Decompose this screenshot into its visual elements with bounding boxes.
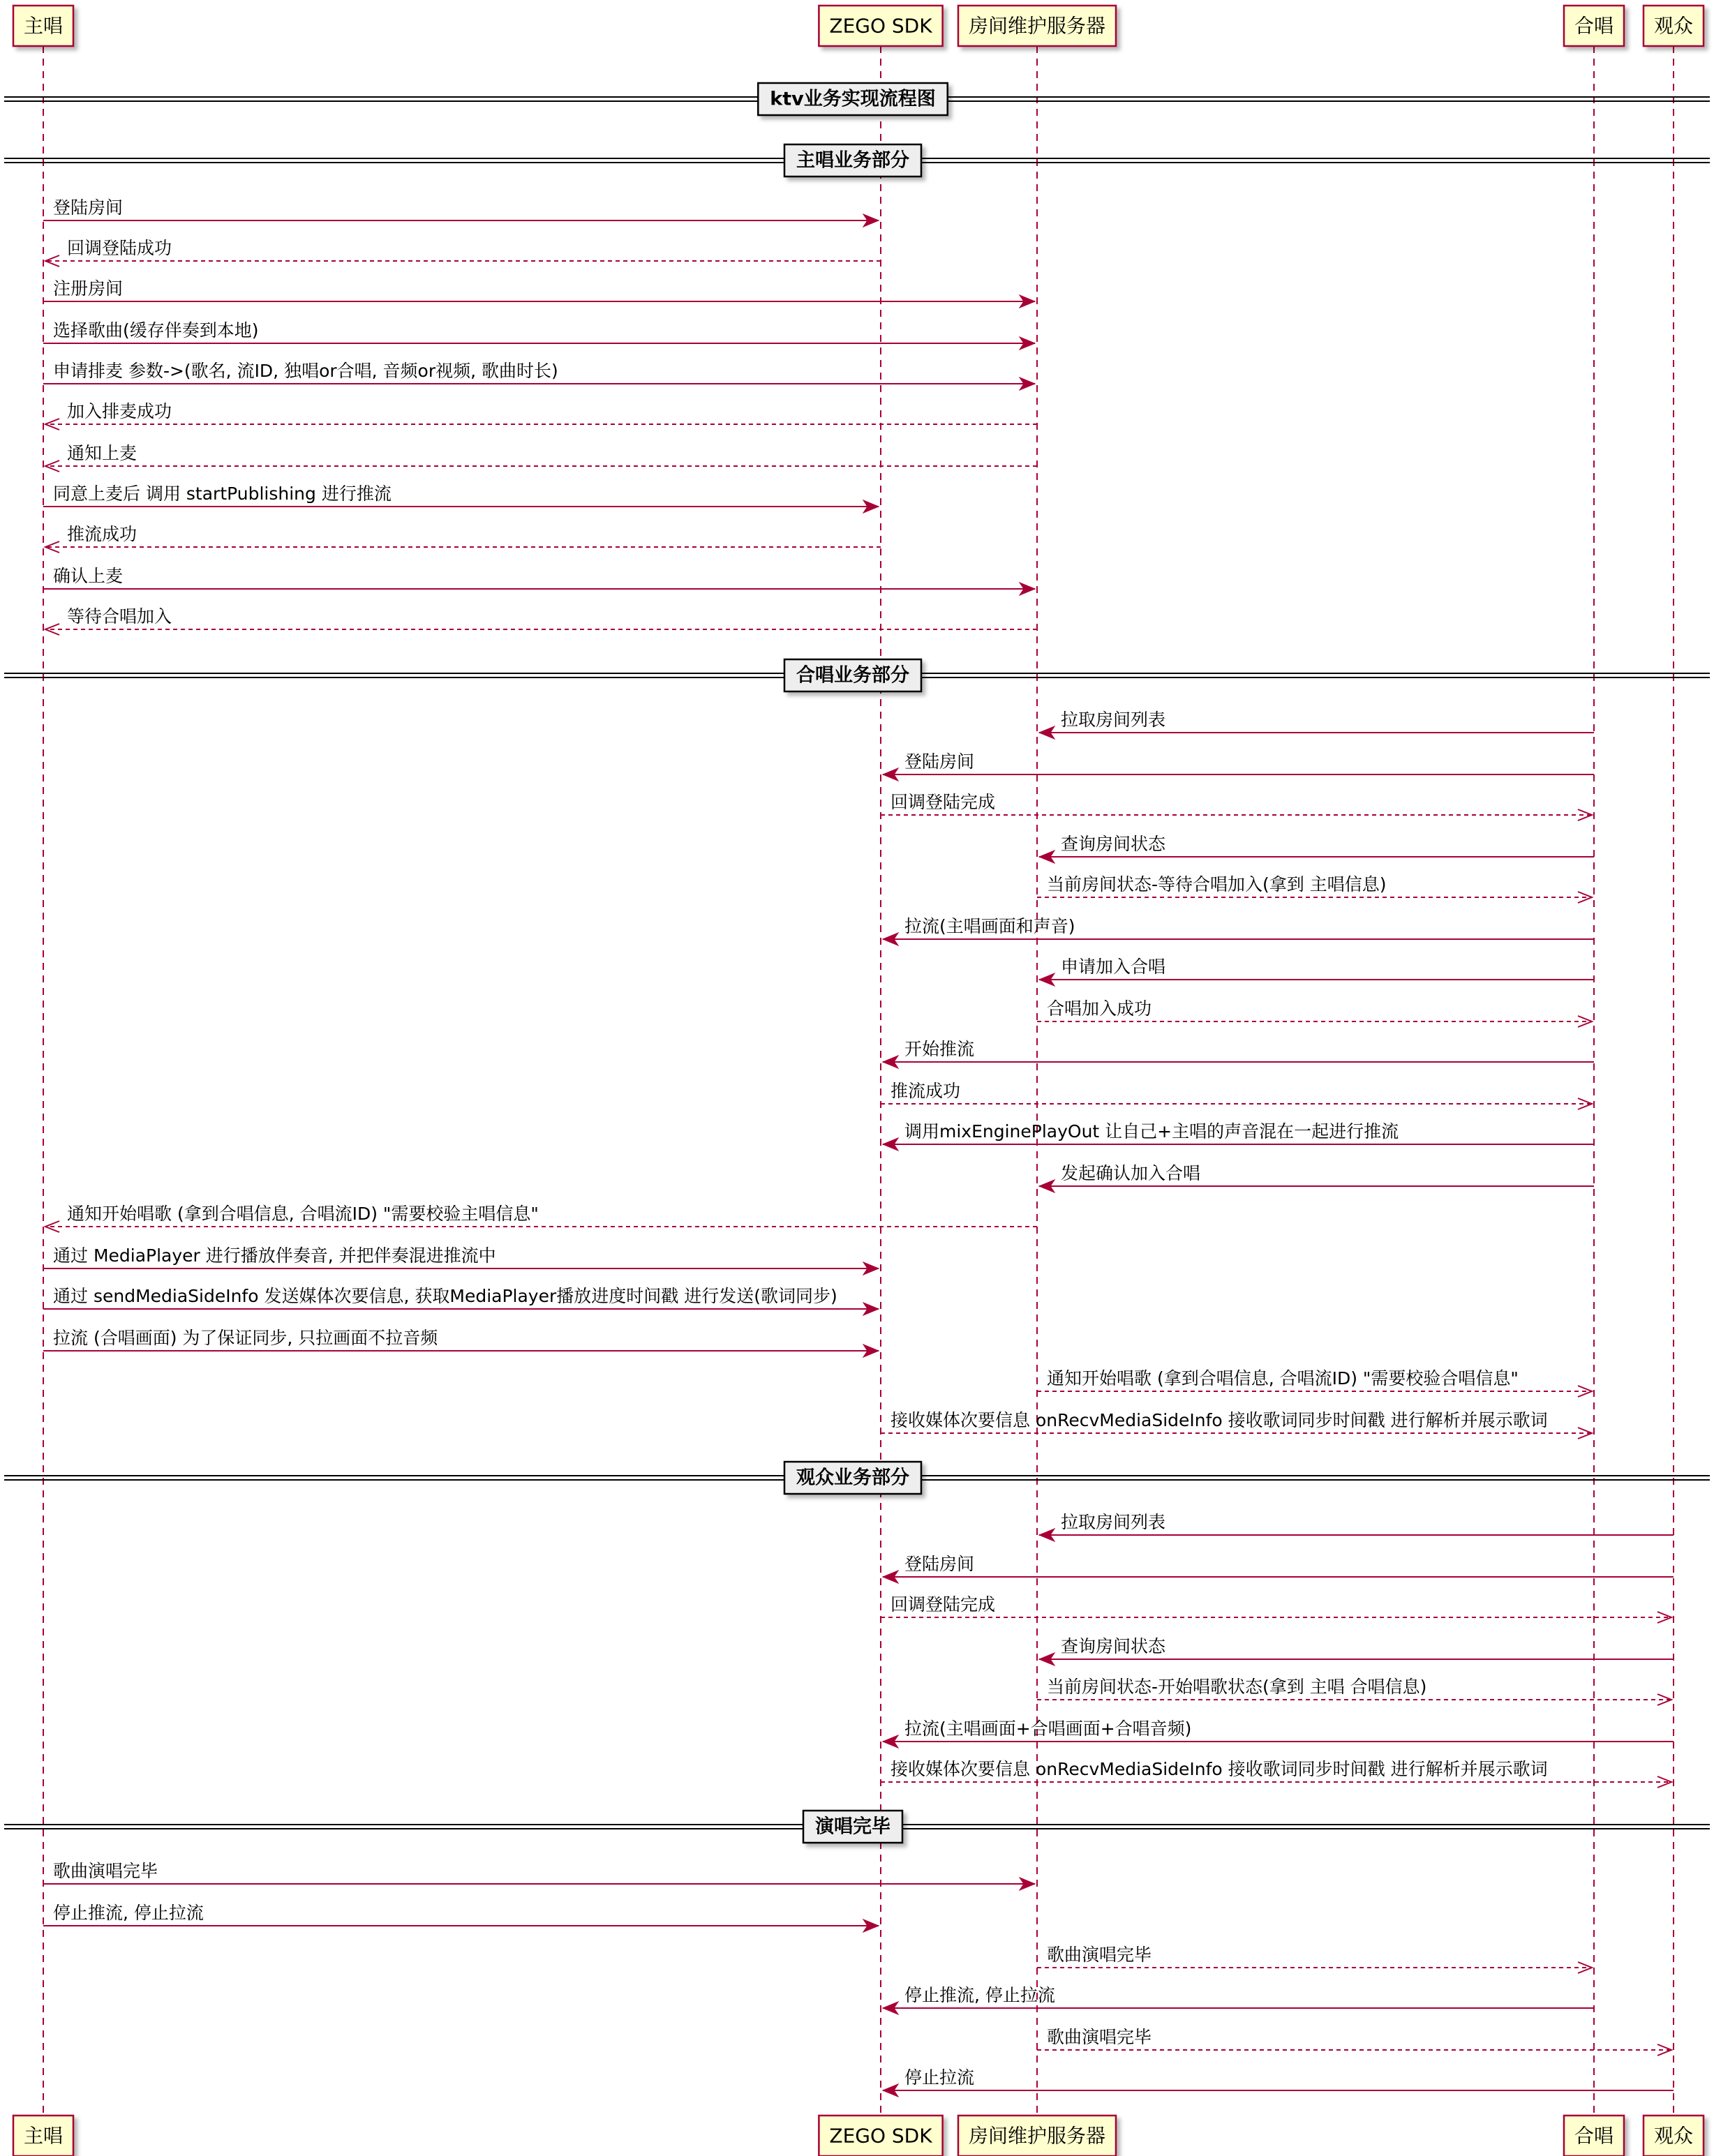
message-label: 推流成功	[67, 524, 137, 544]
message-row	[45, 524, 881, 553]
message-label: 选择歌曲(缓存伴奏到本地)	[53, 320, 259, 340]
message-row	[43, 320, 1035, 350]
message-label: 接收媒体次要信息 onRecvMediaSideInfo 接收歌词同步时间戳 进行解析并展示歌词	[890, 1410, 1548, 1430]
message-row	[1037, 874, 1592, 903]
section-divider	[4, 659, 1710, 691]
participant-label: 合唱	[1574, 2124, 1614, 2148]
message-row	[883, 1985, 1594, 2014]
message-row	[1037, 2027, 1671, 2056]
message-row	[883, 1719, 1674, 1748]
message-row	[881, 1410, 1592, 1439]
participant-sdk-top	[819, 6, 942, 46]
message-row	[883, 1039, 1594, 1068]
message-row	[43, 1286, 879, 1315]
section-label: 演唱完毕	[815, 1816, 890, 1838]
message-row	[881, 1081, 1592, 1109]
message-row	[45, 443, 1037, 472]
message-label: 拉流(主唱画面和声音)	[904, 916, 1075, 936]
message-row	[43, 1245, 879, 1275]
message-row	[1039, 1163, 1594, 1192]
message-row	[45, 606, 1037, 635]
section-label: 主唱业务部分	[796, 149, 909, 172]
message-label: 歌曲演唱完毕	[1047, 1945, 1152, 1965]
message-row	[883, 916, 1594, 945]
section-divider	[4, 1811, 1710, 1843]
message-label: 通知开始唱歌 (拿到合唱信息, 合唱流ID) "需要校验合唱信息"	[1047, 1368, 1519, 1388]
message-label: 通过 MediaPlayer 进行播放伴奏音, 并把伴奏混进推流中	[53, 1245, 496, 1266]
message-row	[43, 361, 1035, 390]
section-label: 观众业务部分	[796, 1467, 909, 1489]
message-row	[1039, 1636, 1674, 1665]
message-row	[1037, 1368, 1592, 1397]
message-row	[45, 238, 881, 267]
message-row	[883, 1554, 1674, 1583]
message-label: 注册房间	[53, 278, 124, 299]
diagram-rows	[4, 83, 1710, 2097]
section-divider	[4, 144, 1710, 177]
message-row	[43, 278, 1035, 308]
message-row	[1037, 1945, 1592, 1973]
message-label: 通知开始唱歌 (拿到合唱信息, 合唱流ID) "需要校验主唱信息"	[67, 1204, 539, 1224]
message-label: 登陆房间	[904, 1554, 975, 1574]
message-row	[45, 1204, 1037, 1232]
message-label: 等待合唱加入	[67, 606, 172, 627]
participant-sdk-bottom	[819, 2116, 942, 2156]
participant-audience-top	[1644, 6, 1704, 46]
participant-label: 房间维护服务器	[968, 14, 1106, 38]
message-row	[883, 751, 1594, 781]
message-label: 拉流(主唱画面+合唱画面+合唱音频)	[904, 1719, 1192, 1739]
participant-label: 观众	[1653, 2124, 1694, 2148]
message-row	[1039, 957, 1594, 986]
message-row	[43, 197, 879, 227]
message-label: 拉取房间列表	[1061, 710, 1166, 730]
message-row	[43, 1861, 1035, 1890]
participant-server-top	[958, 6, 1116, 46]
message-row	[883, 1121, 1594, 1151]
message-label: 当前房间状态-开始唱歌状态(拿到 主唱 合唱信息)	[1047, 1677, 1427, 1697]
message-row	[1037, 1677, 1671, 1705]
participant-lead-top	[13, 6, 73, 46]
participant-audience-bottom	[1644, 2116, 1704, 2156]
message-label: 回调登陆完成	[890, 792, 996, 812]
message-row	[1037, 998, 1592, 1027]
section-divider	[4, 83, 1710, 115]
message-label: 当前房间状态-等待合唱加入(拿到 主唱信息)	[1047, 874, 1387, 894]
message-label: 登陆房间	[904, 751, 975, 772]
message-label: 登陆房间	[53, 197, 124, 218]
message-label: 合唱加入成功	[1047, 998, 1152, 1019]
message-label: 申请排麦 参数->(歌名, 流ID, 独唱or合唱, 音频or视频, 歌曲时长)	[53, 361, 558, 381]
participant-label: 主唱	[23, 14, 64, 38]
message-label: 申请加入合唱	[1061, 957, 1166, 977]
message-label: 开始推流	[904, 1039, 975, 1059]
section-label: 合唱业务部分	[796, 664, 909, 687]
participant-label: ZEGO SDK	[829, 2124, 932, 2148]
message-label: 回调登陆成功	[67, 238, 172, 258]
message-row	[45, 401, 1037, 430]
message-label: 查询房间状态	[1061, 1636, 1166, 1656]
message-label: 推流成功	[890, 1081, 961, 1101]
participant-label: 房间维护服务器	[968, 2124, 1106, 2148]
lifelines	[43, 46, 1674, 2116]
message-label: 同意上麦后 调用 startPublishing 进行推流	[53, 484, 392, 504]
section-label: ktv业务实现流程图	[770, 88, 936, 110]
message-row	[43, 484, 879, 513]
message-label: 回调登陆完成	[890, 1594, 996, 1615]
message-row	[43, 566, 1035, 595]
participant-lead-bottom	[13, 2116, 73, 2156]
message-label: 加入排麦成功	[67, 401, 172, 421]
message-label: 拉取房间列表	[1061, 1512, 1166, 1532]
message-label: 歌曲演唱完毕	[1047, 2027, 1152, 2047]
message-label: 停止推流, 停止拉流	[53, 1903, 204, 1923]
message-label: 歌曲演唱完毕	[53, 1861, 158, 1881]
message-row	[43, 1903, 879, 1932]
participant-label: ZEGO SDK	[829, 14, 932, 38]
message-row	[881, 1594, 1671, 1623]
message-label: 停止推流, 停止拉流	[904, 1985, 1055, 2005]
message-row	[43, 1328, 879, 1357]
message-label: 通过 sendMediaSideInfo 发送媒体次要信息, 获取MediaPlayer播放进度时间戳 进行发送(歌词同步)	[53, 1286, 837, 1306]
participant-label: 观众	[1653, 14, 1694, 38]
message-label: 通知上麦	[67, 443, 137, 463]
section-divider	[4, 1462, 1710, 1494]
participant-chorus-bottom	[1564, 2116, 1624, 2156]
participant-label: 主唱	[23, 2124, 64, 2148]
participant-server-bottom	[958, 2116, 1116, 2156]
message-label: 接收媒体次要信息 onRecvMediaSideInfo 接收歌词同步时间戳 进行解析并展示歌词	[890, 1759, 1548, 1779]
message-row	[1039, 1512, 1674, 1541]
message-row	[1039, 834, 1594, 863]
message-row	[1039, 710, 1594, 739]
message-label: 调用mixEnginePlayOut 让自己+主唱的声音混在一起进行推流	[904, 1121, 1399, 1141]
message-label: 确认上麦	[53, 566, 124, 586]
participant-label: 合唱	[1574, 14, 1614, 38]
message-label: 拉流 (合唱画面) 为了保证同步, 只拉画面不拉音频	[53, 1328, 438, 1348]
message-row	[881, 1759, 1671, 1788]
message-row	[881, 792, 1592, 821]
message-label: 停止拉流	[904, 2067, 975, 2088]
message-row	[883, 2067, 1674, 2097]
message-label: 查询房间状态	[1061, 834, 1166, 854]
participant-chorus-top	[1564, 6, 1624, 46]
message-label: 发起确认加入合唱	[1061, 1163, 1201, 1183]
